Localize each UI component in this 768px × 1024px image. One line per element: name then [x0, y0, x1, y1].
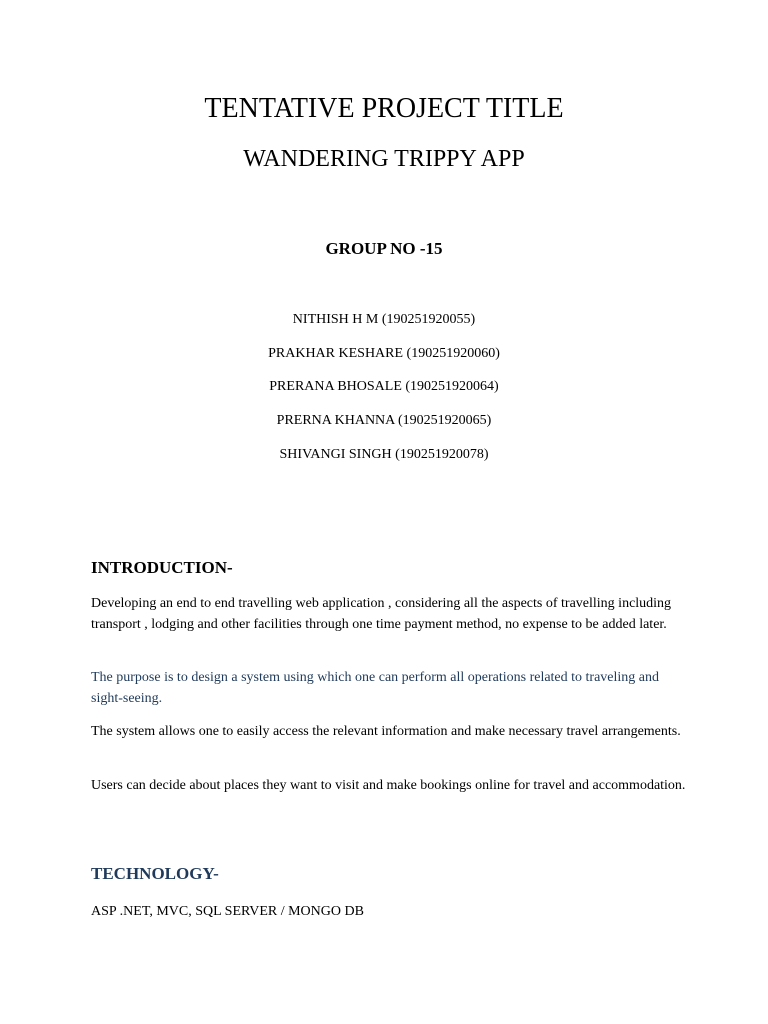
intro-paragraph: The system allows one to easily access the relevant information and make necessary travel arrangements.: [91, 724, 681, 739]
member-item: PRAKHAR KESHARE (190251920060): [268, 346, 500, 361]
group-number: GROUP NO -15: [325, 239, 443, 258]
technology-stack: ASP .NET, MVC, SQL SERVER / MONGO DB: [91, 904, 364, 919]
member-item: SHIVANGI SINGH (190251920078): [279, 447, 489, 462]
member-item: NITHISH H M (190251920055): [292, 312, 476, 327]
app-name-heading: WANDERING TRIPPY APP: [243, 146, 525, 172]
introduction-heading: INTRODUCTION-: [91, 558, 233, 577]
intro-paragraph: The purpose is to design a system using which one can perform all operations related to traveling and sight-seeing.: [91, 670, 660, 706]
member-item: PRERANA BHOSALE (190251920064): [269, 379, 499, 394]
technology-heading: TECHNOLOGY-: [91, 864, 219, 883]
intro-paragraph: Users can decide about places they want to visit and make bookings online for travel and accommodation.: [91, 778, 686, 793]
member-item: PRERNA KHANNA (190251920065): [276, 413, 492, 428]
project-title-heading: TENTATIVE PROJECT TITLE: [204, 93, 564, 124]
intro-paragraph: Developing an end to end travelling web application , considering all the aspects of travelling including transport , lodging and other facilities through one time payment method, no expense to be added later.: [91, 596, 672, 632]
